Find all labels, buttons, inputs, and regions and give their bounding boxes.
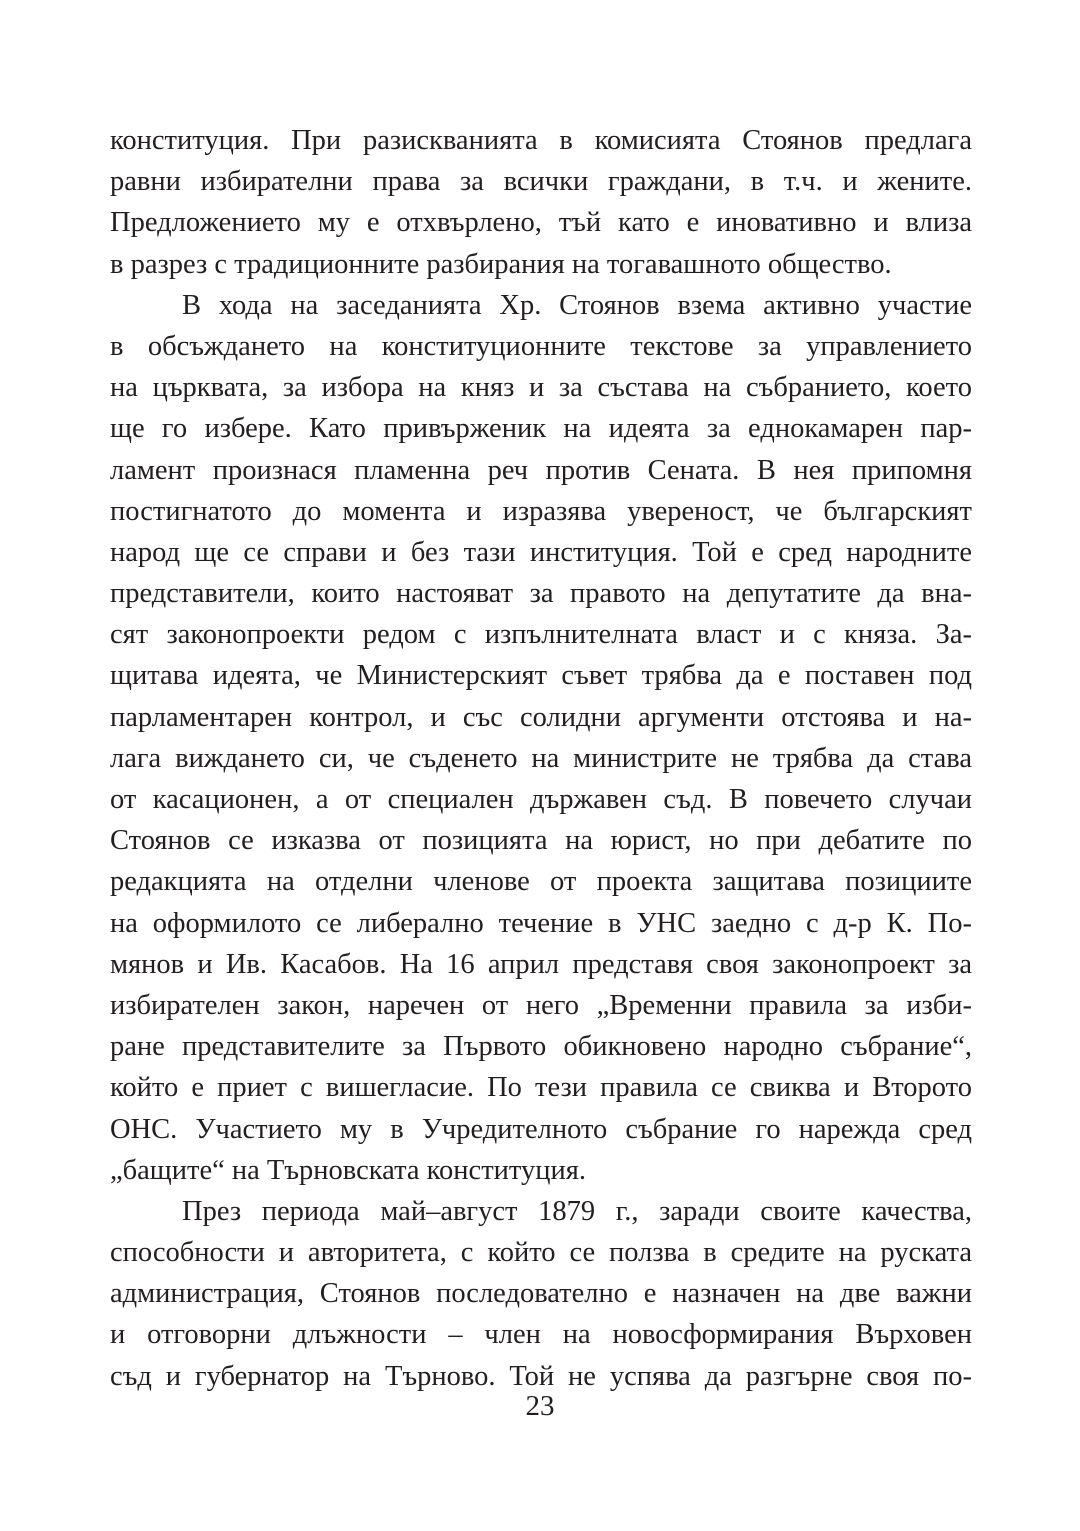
text-line: „бащите“ на Търновската конституция. <box>110 1154 586 1186</box>
text-line: мянов и Ив. Касабов. На 16 април представя своя законопроект за <box>110 948 972 980</box>
text-line: През периода май–август 1879 г., заради своите качества, <box>182 1195 972 1227</box>
text-line: парламентарен контрол, и със солидни аргументи отстоява и на- <box>110 701 972 733</box>
text-line: от касационен, а от специален държавен съд. В повечето случаи <box>110 784 972 815</box>
text-line: съд и губернатор на Търново. Той не успява да разгърне своя по- <box>110 1360 972 1392</box>
text-line: редакцията на отделни членове от проекта защитава позициите <box>110 866 972 898</box>
text-line: ране представителите за Първото обикновено народно събрание“, <box>110 1031 972 1063</box>
text-line: ще го избере. Като привърженик на идеята за еднокамарен пар- <box>110 413 972 445</box>
paragraph <box>110 1191 972 1397</box>
text-line: ламент произнася пламенна реч против Сената. В нея припомня <box>110 454 972 486</box>
text-line: Предложението му е отхвърлено, тъй като е иновативно и влиза <box>110 207 972 239</box>
paragraph <box>110 120 972 285</box>
text-line: в обсъждането на конституционните текстове за управлението <box>110 330 972 362</box>
text-line: В хода на заседанията Хр. Стоянов взема активно участие <box>182 289 972 321</box>
text-line: който е приет с вишегласие. По тези правила се свиква и Второто <box>110 1072 972 1104</box>
text-line: Стоянов се изказва от позицията на юрист, но при дебатите по <box>110 825 972 857</box>
body-text <box>110 120 972 1397</box>
text-line: и отговорни длъжности – член на новосформирания Върховен <box>110 1319 972 1351</box>
text-line: на оформилото се либерално течение в УНС заедно с д-р К. По- <box>110 907 972 939</box>
text-line: представители, които настояват за правото на депутатите да вна- <box>110 578 972 610</box>
text-line: щитава идеята, че Министерският съвет трябва да е поставен под <box>110 660 972 692</box>
text-line: равни избирателни права за всички граждани, в т.ч. и жените. <box>110 166 972 198</box>
paragraph <box>110 285 972 1191</box>
text-line: администрация, Стоянов последователно е назначен на две важни <box>110 1278 972 1310</box>
text-line: в разрез с традиционните разбирания на тогавашното общество. <box>110 248 892 280</box>
text-line: лага виждането си, че съденето на министрите не трябва да става <box>110 742 972 774</box>
text-line: ОНС. Участието му в Учредителното събрание го нарежда сред <box>110 1113 972 1145</box>
text-line: способности и авторитета, с който се ползва в средите на руската <box>110 1237 972 1269</box>
text-line: постигнатото до момента и изразява увереност, че българският <box>110 495 972 527</box>
page-number: 23 <box>525 1390 555 1422</box>
text-line: сят законопроекти редом с изпълнителната власт и с княза. За- <box>110 619 972 651</box>
text-line: конституция. При разискванията в комисията Стоянов предлага <box>110 125 972 156</box>
text-line: народ ще се справи и без тази институция. Той е сред народните <box>110 536 972 568</box>
text-line: избирателен закон, наречен от него „Временни правила за изби- <box>110 989 972 1021</box>
text-line: на църквата, за избора на княз и за състава на събранието, което <box>110 372 972 404</box>
